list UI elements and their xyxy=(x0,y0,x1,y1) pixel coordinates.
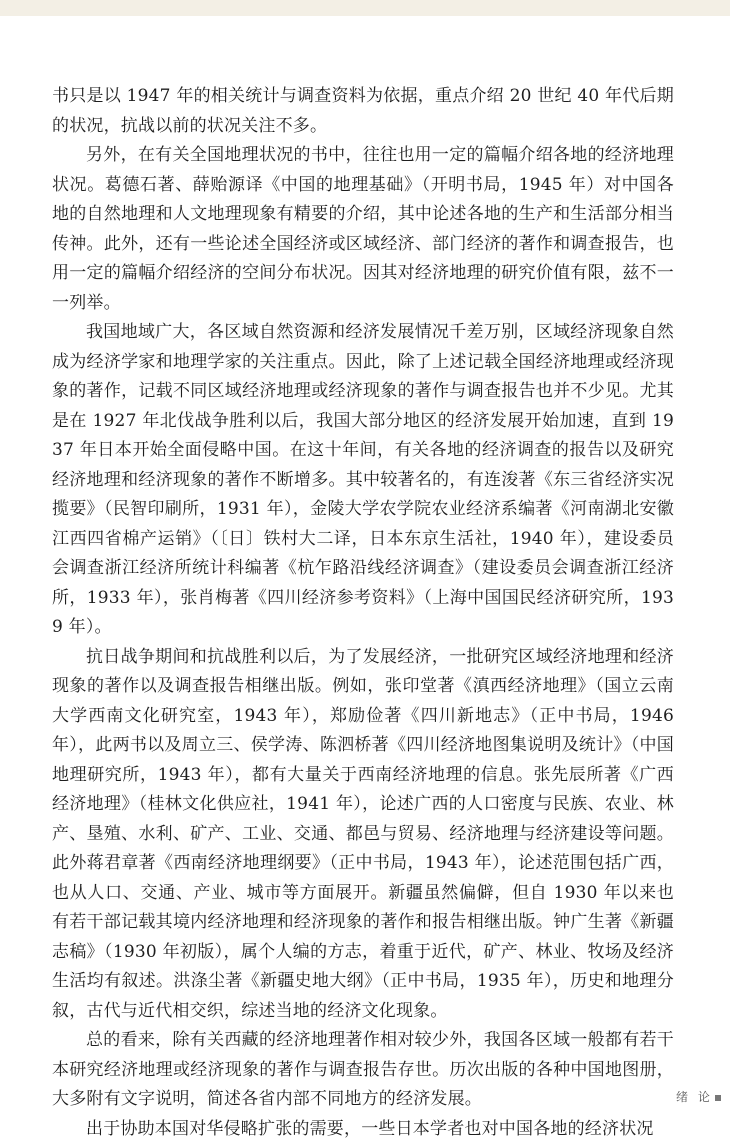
paragraph: 总的看来，除有关西藏的经济地理著作相对较少外，我国各区域一般都有若干本研究经济地理或经济现象的著作与调查报告存世。历次出版的各种中国地图册，大多附有文字说明，简述各省内部不同地方的经济发展。 xyxy=(52,1026,674,1115)
paragraph-continuation: 书只是以 1947 年的相关统计与调查资料为依据，重点介绍 20 世纪 40 年代后期的状况，抗战以前的状况关注不多。 xyxy=(52,82,674,141)
running-footer xyxy=(676,1088,721,1105)
page-top-band xyxy=(0,0,730,16)
paragraph: 出于协助本国对华侵略扩张的需要，一些日本学者也对中国各地的经济状况 xyxy=(52,1115,674,1144)
body-text xyxy=(52,82,674,1144)
footer-page-mark xyxy=(715,1095,721,1101)
footer-section-label: 绪 论 xyxy=(676,1090,713,1104)
paragraph: 另外，在有关全国地理状况的书中，往往也用一定的篇幅介绍各地的经济地理状况。葛德石著、薛贻源译《中国的地理基础》（开明书局，1945 年）对中国各地的自然地理和人文地理现象有精要的介绍，其中论述各地的生产和生活部分相当传神。此外，还有一些论述全国经济或区域经济、部门经济的著作和调查报告，也用一定的篇幅介绍经济的空间分布状况。因其对经济地理的研究价值有限，兹不一一列举。 xyxy=(52,141,674,318)
paragraph: 我国地域广大，各区域自然资源和经济发展情况千差万别，区域经济现象自然成为经济学家和地理学家的关注重点。因此，除了上述记载全国经济地理或经济现象的著作，记载不同区域经济地理或经济现象的著作与调查报告也并不少见。尤其是在 1927 年北伐战争胜利以后，我国大部分地区的经济发展开始加速，直到 1937 年日本开始全面侵略中国。在这十年间，有关各地的经济调查的报告以及研究经济地理和经济现象的著作不断增多。其中较著名的，有连浚著《东三省经济实况揽要》（民智印刷所，1931 年），金陵大学农学院农业经济系编著《河南湖北安徽江西四省棉产运销》（〔日〕铁村大二译，日本东京生活社，1940 年），建设委员会调查浙江经济所统计科编著《杭乍路沿线经济调查》（建设委员会调查浙江经济所，1933 年），张肖梅著《四川经济参考资料》（上海中国国民经济研究所，1939 年）。 xyxy=(52,318,674,643)
paragraph: 抗日战争期间和抗战胜利以后，为了发展经济，一批研究区域经济地理和经济现象的著作以及调查报告相继出版。例如，张印堂著《滇西经济地理》（国立云南大学西南文化研究室，1943 年），郑励俭著《四川新地志》（正中书局，1946 年），此两书以及周立三、侯学涛、陈泗桥著《四川经济地图集说明及统计》（中国地理研究所，1943 年），都有大量关于西南经济地理的信息。张先辰所著《广西经济地理》（桂林文化供应社，1941 年），论述广西的人口密度与民族、农业、林产、垦殖、水利、矿产、工业、交通、都邑与贸易、经济地理与经济建设等问题。此外蒋君章著《西南经济地理纲要》（正中书局，1943 年），论述范围包括广西，也从人口、交通、产业、城市等方面展开。新疆虽然偏僻，但自 1930 年以来也有若干部记载其境内经济地理和经济现象的著作和报告相继出版。钟广生著《新疆志稿》（1930 年初版），属个人编的方志，着重于近代，矿产、林业、牧场及经济生活均有叙述。洪涤尘著《新疆史地大纲》（正中书局，1935 年），历史和地理分叙，古代与近代相交织，综述当地的经济文化现象。 xyxy=(52,643,674,1027)
